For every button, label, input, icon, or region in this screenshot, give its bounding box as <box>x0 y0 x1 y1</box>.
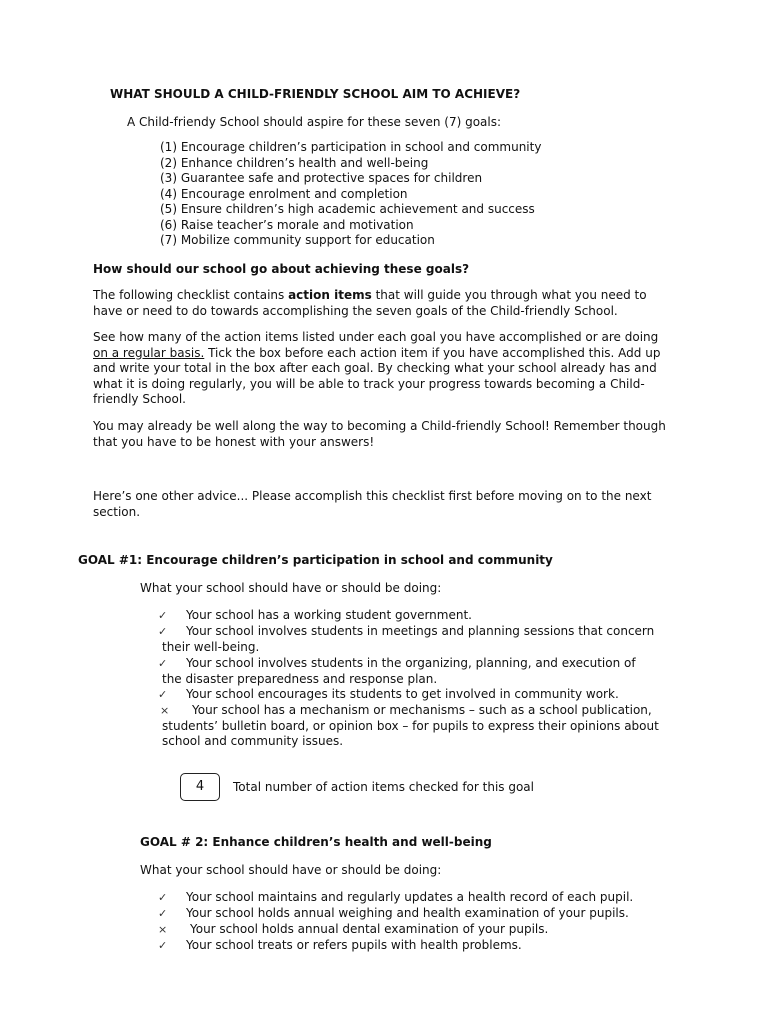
paragraph-encouragement: You may already be well along the way to becoming a Child-friendly School! Remember though that you have to be honest with your answers! <box>93 419 666 449</box>
checklist-item: ✓ Your school encourages its students to get involved in community work. <box>158 687 619 701</box>
goal1-subtitle: What your school should have or should be doing: <box>140 581 442 595</box>
checklist-item: ✓ Your school involves students in meetings and planning sessions that concern their well-being. <box>158 624 655 654</box>
goal2-title: GOAL # 2: Enhance children’s health and well-being <box>140 835 492 849</box>
check-mark-icon: ✓ <box>158 907 168 920</box>
goal-list-item: (6) Raise teacher’s morale and motivation <box>160 217 414 232</box>
page-heading: WHAT SHOULD A CHILD-FRIENDLY SCHOOL AIM TO ACHIEVE? <box>110 87 521 101</box>
checklist-item: ✓ Your school holds annual weighing and health examination of your pupils. <box>158 906 629 920</box>
goal-list-item: (2) Enhance children’s health and well-being <box>160 155 429 170</box>
goal-list-item: (7) Mobilize community support for education <box>160 233 435 247</box>
how-heading: How should our school go about achieving these goals? <box>93 262 470 276</box>
cross-mark-icon: × <box>160 704 170 717</box>
paragraph-checklist: The following checklist contains action items that will guide you through what you need to have or need to do towards accomplishing the seven goals of the Child-friendly School. <box>93 288 647 318</box>
check-mark-icon: ✓ <box>158 657 168 670</box>
checklist-item: ✓ Your school maintains and regularly updates a health record of each pupil. <box>158 890 634 904</box>
checklist-item: ✓ Your school has a working student government. <box>158 608 472 622</box>
goal2-subtitle: What your school should have or should be doing: <box>140 863 442 877</box>
goal-list-item: (1) Encourage children’s participation in school and community <box>160 140 542 154</box>
goal-list-item: (4) Encourage enrolment and completion <box>160 186 408 201</box>
check-mark-icon: ✓ <box>158 939 168 952</box>
check-mark-icon: ✓ <box>158 625 168 638</box>
cross-mark-icon: × <box>158 923 168 936</box>
goal1-title: GOAL #1: Encourage children’s participation in school and community <box>78 553 553 567</box>
checklist-item: ✓ Your school treats or refers pupils with health problems. <box>158 938 522 952</box>
goal-list-item: (3) Guarantee safe and protective spaces for children <box>160 171 483 185</box>
checklist-item: ✓ Your school involves students in the organizing, planning, and execution of the disaster preparedness and response plan. <box>158 656 636 686</box>
paragraph-instructions: See how many of the action items listed under each goal you have accomplished or are doing on a regular basis. Tick the box before each action item if you have accomplished this. Add up and write your total in the box after each goal. By checking what your school already has and what it is doing regularly, you will be able to track your progress towards becoming a Child-friendly School. <box>93 330 661 406</box>
intro-text: A Child-friendy School should aspire for these seven (7) goals: <box>127 115 502 129</box>
checklist-item: × Your school holds annual dental examination of your pupils. <box>158 922 549 936</box>
checklist-item: × Your school has a mechanism or mechanisms – such as a school publication, students’ bulletin board, or opinion box – for pupils to express their opinions about school and community issues. <box>160 703 659 748</box>
goals-list <box>160 140 541 249</box>
check-mark-icon: ✓ <box>158 891 168 904</box>
paragraph-advice: Here’s one other advice... Please accomplish this checklist first before moving on to the next section. <box>93 489 652 519</box>
goal1-total-label: Total number of action items checked for this goal <box>233 780 534 794</box>
goal1-total-box[interactable]: 4 <box>180 773 220 801</box>
check-mark-icon: ✓ <box>158 688 168 701</box>
goal-list-item: (5) Ensure children’s high academic achievement and success <box>160 202 535 216</box>
check-mark-icon: ✓ <box>158 609 168 622</box>
